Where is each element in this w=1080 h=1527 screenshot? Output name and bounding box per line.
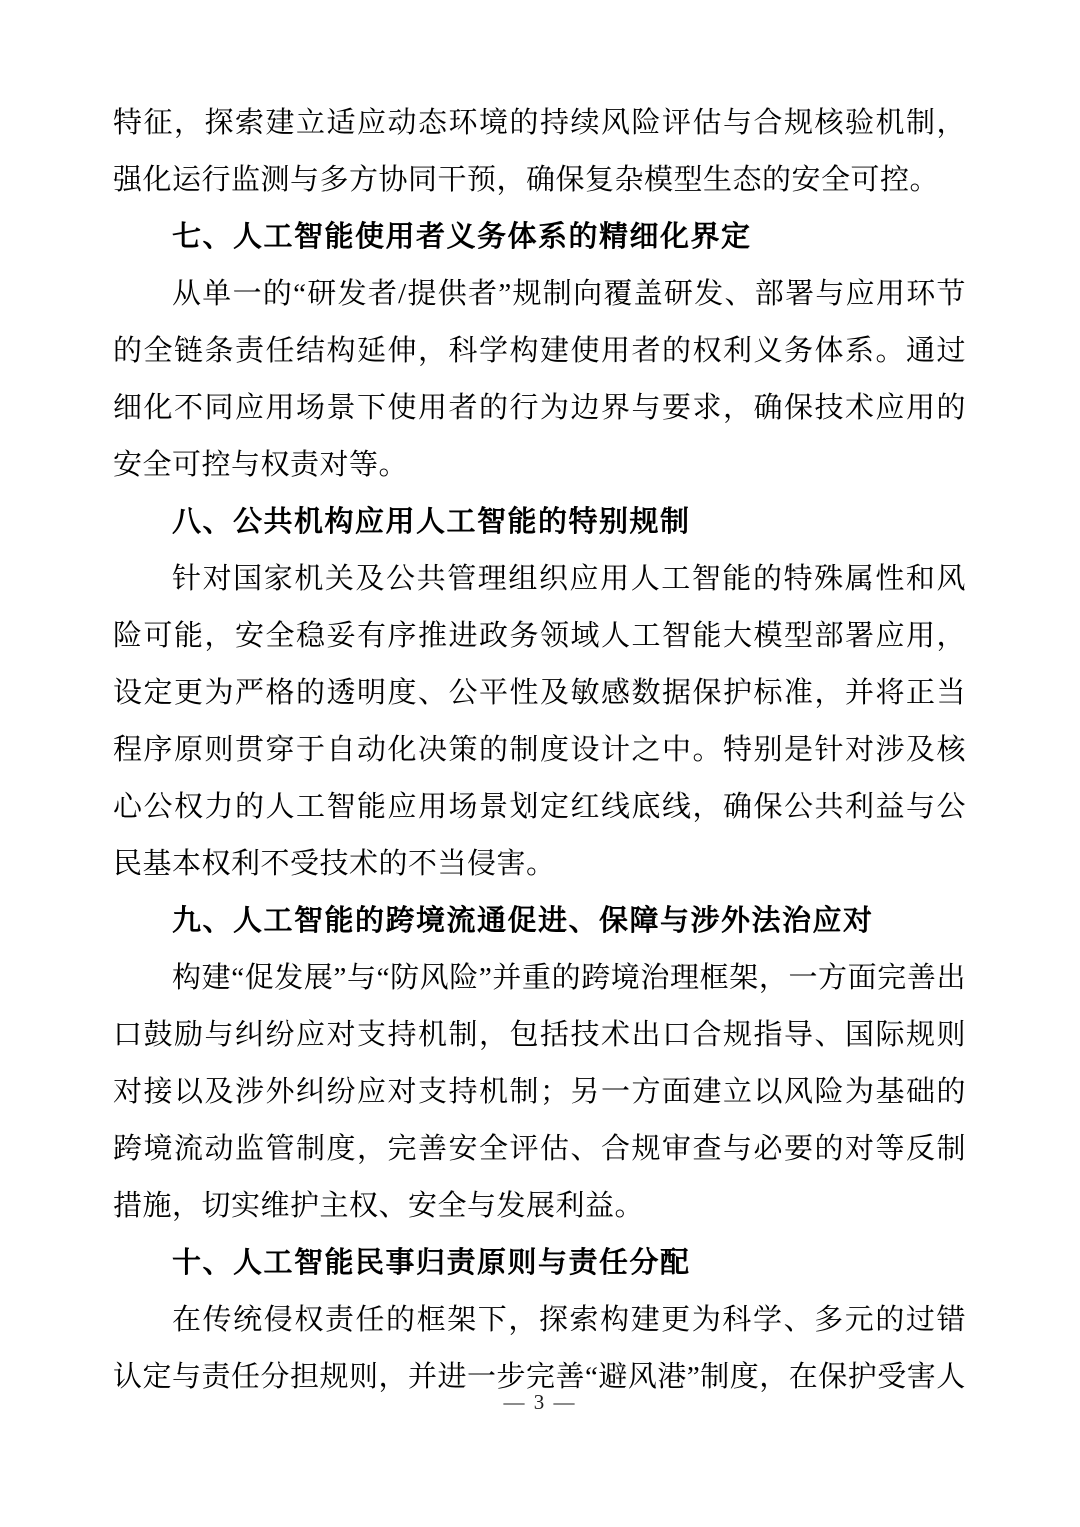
paragraph: 从单一的“研发者/提供者”规制向覆盖研发、部署与应用环节的全链条责任结构延伸，科学构建使用者的权利义务体系。通过细化不同应用场景下使用者的行为边界与要求，确保技术应用的安全可控与权责对等。 bbox=[113, 278, 966, 481]
page-number: — 3 — bbox=[503, 1390, 577, 1414]
section-heading: 九、人工智能的跨境流通促进、保障与涉外法治应对 bbox=[172, 905, 874, 937]
paragraph: 针对国家机关及公共管理组织应用人工智能的特殊属性和风险可能，安全稳妥有序推进政务领域人工智能大模型部署应用，设定更为严格的透明度、公平性及敏感数据保护标准，并将正当程序原则贯穿于自动化决策的制度设计之中。特别是针对涉及核心公权力的人工智能应用场景划定红线底线，确保公共利益与公民基本权利不受技术的不当侵害。 bbox=[113, 563, 966, 880]
document-body bbox=[113, 95, 966, 1406]
paragraph: 特征，探索建立适应动态环境的持续风险评估与合规核验机制，强化运行监测与多方协同干预，确保复杂模型生态的安全可控。 bbox=[113, 107, 966, 196]
paragraph: 构建“促发展”与“防风险”并重的跨境治理框架，一方面完善出口鼓励与纠纷应对支持机制，包括技术出口合规指导、国际规则对接以及涉外纠纷应对支持机制；另一方面建立以风险为基础的跨境流动监管制度，完善安全评估、合规审查与必要的对等反制措施，切实维护主权、安全与发展利益。 bbox=[113, 962, 966, 1222]
section-heading: 七、人工智能使用者义务体系的精细化界定 bbox=[172, 221, 752, 253]
section-heading: 十、人工智能民事归责原则与责任分配 bbox=[172, 1247, 691, 1279]
section-heading: 八、公共机构应用人工智能的特别规制 bbox=[172, 506, 691, 538]
paragraph: 在传统侵权责任的框架下，探索构建更为科学、多元的过错认定与责任分担规则，并进一步完善“避风港”制度，在保护受害人 bbox=[113, 1304, 966, 1393]
